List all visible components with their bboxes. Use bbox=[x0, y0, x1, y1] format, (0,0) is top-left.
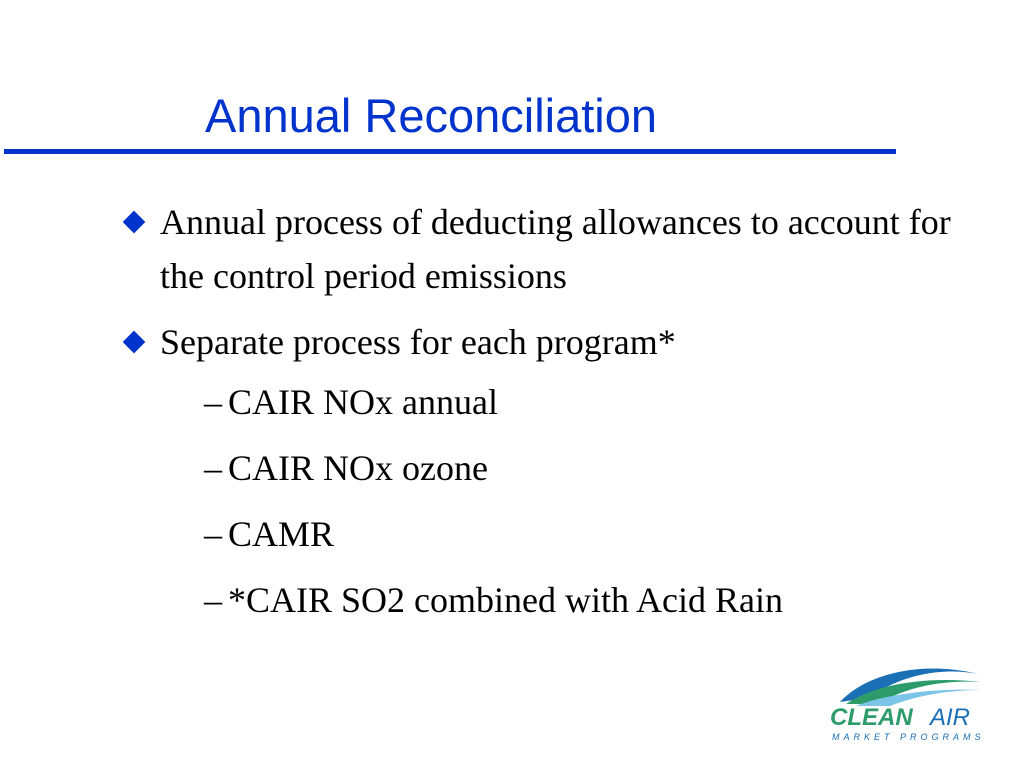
logo-word-air: AIR bbox=[930, 704, 971, 731]
sub-bullet-text: CAIR NOx ozone bbox=[228, 448, 488, 488]
clean-air-logo bbox=[826, 652, 986, 748]
bullet-text: Separate process for each program* bbox=[160, 322, 676, 362]
dash-marker: – bbox=[204, 580, 222, 620]
bullet-item bbox=[118, 195, 980, 303]
sub-bullet-item bbox=[118, 369, 980, 435]
diamond-bullet-icon bbox=[123, 331, 146, 354]
sub-bullet-item bbox=[118, 567, 980, 633]
bullet-text: Annual process of deducting allowances to account for the control period emissions bbox=[160, 202, 951, 296]
diamond-bullet-icon bbox=[123, 211, 146, 234]
dash-marker: – bbox=[204, 514, 222, 554]
sub-bullet-item bbox=[118, 435, 980, 501]
bullet-item bbox=[118, 315, 980, 369]
logo-tagline: MARKET PROGRAMS bbox=[832, 732, 985, 742]
title-underline bbox=[4, 149, 896, 154]
bullet-list bbox=[118, 195, 980, 633]
dash-marker: – bbox=[204, 448, 222, 488]
slide-title: Annual Reconciliation bbox=[205, 89, 658, 142]
sub-bullet-text: *CAIR SO2 combined with Acid Rain bbox=[228, 580, 783, 620]
sub-bullet-item bbox=[118, 501, 980, 567]
logo-word-clean: CLEAN bbox=[830, 704, 913, 731]
sub-bullet-text: CAMR bbox=[228, 514, 335, 554]
sub-bullet-text: CAIR NOx annual bbox=[228, 382, 498, 422]
dash-marker: – bbox=[204, 382, 222, 422]
